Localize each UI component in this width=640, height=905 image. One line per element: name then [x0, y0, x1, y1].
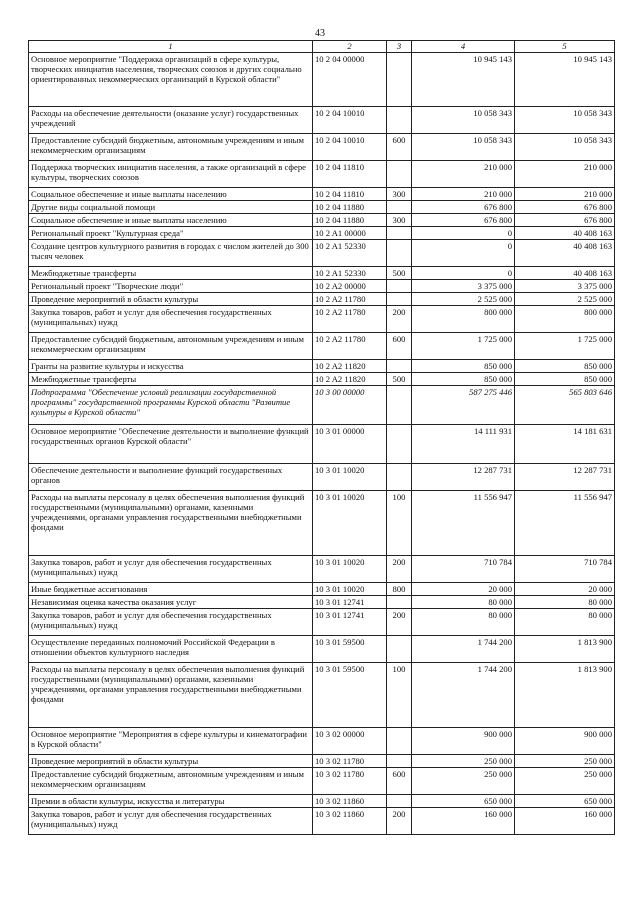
column-number-row — [29, 41, 615, 53]
row-value-2: 10 058 343 — [515, 134, 615, 161]
row-value-1: 20 000 — [412, 583, 515, 596]
row-name: Региональный проект "Культурная среда" — [29, 227, 313, 240]
row-value-2: 80 000 — [515, 609, 615, 636]
table-row — [29, 583, 615, 596]
row-value-1: 587 275 446 — [412, 386, 515, 425]
row-name: Обеспечение деятельности и выполнение функций государственных органов — [29, 464, 313, 491]
row-type — [387, 755, 412, 768]
row-name: Основное мероприятие "Поддержка организаций в сфере культуры, творческих инициатив населения, творческих союзов и других социально ориентированных некоммерческих организаций в Курской области" — [29, 53, 313, 107]
table-row — [29, 201, 615, 214]
column-number: 3 — [387, 41, 412, 53]
row-value-2: 11 556 947 — [515, 491, 615, 556]
table-row — [29, 134, 615, 161]
table-row — [29, 609, 615, 636]
row-type: 500 — [387, 267, 412, 280]
row-name: Предоставление субсидий бюджетным, автономным учреждениям и иным некоммерческим организациям — [29, 134, 313, 161]
row-type: 100 — [387, 491, 412, 556]
table-row — [29, 306, 615, 333]
row-value-2: 850 000 — [515, 373, 615, 386]
row-code: 10 2 A1 00000 — [313, 227, 387, 240]
row-value-1: 10 058 343 — [412, 107, 515, 134]
row-value-2: 10 945 143 — [515, 53, 615, 107]
row-name: Закупка товаров, работ и услуг для обеспечения государственных (муниципальных) нужд — [29, 556, 313, 583]
column-number: 2 — [313, 41, 387, 53]
table-row — [29, 425, 615, 464]
row-value-1: 710 784 — [412, 556, 515, 583]
row-value-1: 14 111 931 — [412, 425, 515, 464]
row-type — [387, 280, 412, 293]
table-row — [29, 161, 615, 188]
table-row — [29, 107, 615, 134]
table-row — [29, 267, 615, 280]
row-value-1: 210 000 — [412, 161, 515, 188]
row-value-2: 40 408 163 — [515, 227, 615, 240]
column-number: 4 — [412, 41, 515, 53]
row-value-2: 2 525 000 — [515, 293, 615, 306]
table-row — [29, 768, 615, 795]
row-name: Премии в области культуры, искусства и литературы — [29, 795, 313, 808]
table-row — [29, 808, 615, 835]
table-row — [29, 214, 615, 227]
row-type — [387, 360, 412, 373]
row-value-2: 40 408 163 — [515, 267, 615, 280]
row-value-2: 10 058 343 — [515, 107, 615, 134]
table-row — [29, 227, 615, 240]
row-value-2: 250 000 — [515, 768, 615, 795]
table-row — [29, 240, 615, 267]
row-value-1: 900 000 — [412, 728, 515, 755]
table-row — [29, 280, 615, 293]
row-code: 10 2 A2 11820 — [313, 373, 387, 386]
row-name: Подпрограмма "Обеспечение условий реализации государственной программы" государственной программы Курской области "Развитие культуры в Курской области" — [29, 386, 313, 425]
row-value-1: 3 375 000 — [412, 280, 515, 293]
row-value-2: 3 375 000 — [515, 280, 615, 293]
row-value-2: 20 000 — [515, 583, 615, 596]
row-value-2: 80 000 — [515, 596, 615, 609]
row-value-1: 80 000 — [412, 596, 515, 609]
row-type: 600 — [387, 333, 412, 360]
row-value-1: 800 000 — [412, 306, 515, 333]
row-type: 300 — [387, 214, 412, 227]
row-type: 600 — [387, 134, 412, 161]
row-value-1: 2 525 000 — [412, 293, 515, 306]
table-row — [29, 663, 615, 728]
row-name: Расходы на выплаты персоналу в целях обеспечения выполнения функций государственными (муниципальными) органами, казенными учреждениями, органами управления государственными внебюджетными фондами — [29, 491, 313, 556]
row-name: Другие виды социальной помощи — [29, 201, 313, 214]
row-value-2: 1 813 900 — [515, 663, 615, 728]
table-row — [29, 188, 615, 201]
row-code: 10 2 A2 11820 — [313, 360, 387, 373]
row-name: Региональный проект "Творческие люди" — [29, 280, 313, 293]
row-value-1: 850 000 — [412, 373, 515, 386]
row-type — [387, 386, 412, 425]
row-type: 800 — [387, 583, 412, 596]
row-value-2: 210 000 — [515, 161, 615, 188]
row-code: 10 3 02 11780 — [313, 755, 387, 768]
row-code: 10 3 01 10020 — [313, 583, 387, 596]
row-name: Поддержка творческих инициатив населения, а также организаций в сфере культуры, творческих союзов — [29, 161, 313, 188]
table-row — [29, 636, 615, 663]
row-value-1: 1 744 200 — [412, 663, 515, 728]
row-type — [387, 161, 412, 188]
row-value-2: 676 800 — [515, 214, 615, 227]
row-type — [387, 240, 412, 267]
row-value-2: 1 725 000 — [515, 333, 615, 360]
row-value-2: 1 813 900 — [515, 636, 615, 663]
table-row — [29, 596, 615, 609]
column-number: 1 — [29, 41, 313, 53]
row-value-1: 10 058 343 — [412, 134, 515, 161]
row-code: 10 2 A1 52330 — [313, 240, 387, 267]
row-value-2: 676 800 — [515, 201, 615, 214]
row-code: 10 2 04 11810 — [313, 188, 387, 201]
row-type — [387, 293, 412, 306]
row-code: 10 3 00 00000 — [313, 386, 387, 425]
row-type: 200 — [387, 556, 412, 583]
row-value-2: 160 000 — [515, 808, 615, 835]
row-code: 10 3 01 10020 — [313, 491, 387, 556]
row-code: 10 2 04 00000 — [313, 53, 387, 107]
row-name: Закупка товаров, работ и услуг для обеспечения государственных (муниципальных) нужд — [29, 609, 313, 636]
row-name: Социальное обеспечение и иные выплаты населению — [29, 214, 313, 227]
row-type — [387, 464, 412, 491]
row-code: 10 2 A1 52330 — [313, 267, 387, 280]
row-type — [387, 107, 412, 134]
row-value-1: 676 800 — [412, 214, 515, 227]
row-value-2: 250 000 — [515, 755, 615, 768]
row-value-1: 650 000 — [412, 795, 515, 808]
row-code: 10 3 02 11860 — [313, 795, 387, 808]
table-row — [29, 755, 615, 768]
row-type — [387, 636, 412, 663]
row-code: 10 2 04 10010 — [313, 107, 387, 134]
row-name: Межбюджетные трансферты — [29, 267, 313, 280]
row-name: Основное мероприятие "Обеспечение деятельности и выполнение функций государственных органов Курской области" — [29, 425, 313, 464]
row-value-1: 676 800 — [412, 201, 515, 214]
row-code: 10 3 02 11860 — [313, 808, 387, 835]
row-type: 200 — [387, 808, 412, 835]
row-name: Закупка товаров, работ и услуг для обеспечения государственных (муниципальных) нужд — [29, 808, 313, 835]
table-row — [29, 491, 615, 556]
row-name: Иные бюджетные ассигнования — [29, 583, 313, 596]
table-row — [29, 333, 615, 360]
row-value-1: 210 000 — [412, 188, 515, 201]
table-row — [29, 293, 615, 306]
row-code: 10 2 04 10010 — [313, 134, 387, 161]
row-name: Предоставление субсидий бюджетным, автономным учреждениям и иным некоммерческим организациям — [29, 333, 313, 360]
row-type: 300 — [387, 188, 412, 201]
row-value-1: 250 000 — [412, 768, 515, 795]
row-name: Межбюджетные трансферты — [29, 373, 313, 386]
row-code: 10 3 01 10020 — [313, 464, 387, 491]
row-code: 10 3 01 59500 — [313, 636, 387, 663]
row-name: Предоставление субсидий бюджетным, автономным учреждениям и иным некоммерческим организациям — [29, 768, 313, 795]
row-code: 10 2 A2 11780 — [313, 293, 387, 306]
row-name: Проведение мероприятий в области культуры — [29, 755, 313, 768]
row-value-1: 0 — [412, 227, 515, 240]
table-row — [29, 556, 615, 583]
row-value-1: 1 744 200 — [412, 636, 515, 663]
row-value-1: 80 000 — [412, 609, 515, 636]
row-value-1: 11 556 947 — [412, 491, 515, 556]
row-value-1: 0 — [412, 267, 515, 280]
row-name: Расходы на обеспечение деятельности (оказание услуг) государственных учреждений — [29, 107, 313, 134]
row-type — [387, 53, 412, 107]
row-value-1: 850 000 — [412, 360, 515, 373]
row-value-2: 800 000 — [515, 306, 615, 333]
row-code: 10 2 04 11810 — [313, 161, 387, 188]
row-code: 10 2 A2 11780 — [313, 306, 387, 333]
row-value-2: 565 803 646 — [515, 386, 615, 425]
table-row — [29, 360, 615, 373]
row-code: 10 3 02 11780 — [313, 768, 387, 795]
row-code: 10 3 01 12741 — [313, 609, 387, 636]
table-row — [29, 728, 615, 755]
row-value-2: 900 000 — [515, 728, 615, 755]
row-name: Расходы на выплаты персоналу в целях обеспечения выполнения функций государственными (муниципальными) органами, казенными учреждениями, органами управления государственными внебюджетными фондами — [29, 663, 313, 728]
row-value-2: 710 784 — [515, 556, 615, 583]
row-value-1: 160 000 — [412, 808, 515, 835]
row-type: 200 — [387, 306, 412, 333]
row-name: Проведение мероприятий в области культуры — [29, 293, 313, 306]
row-type — [387, 201, 412, 214]
budget-table — [28, 40, 615, 835]
budget-table-body — [29, 41, 615, 835]
row-type — [387, 728, 412, 755]
row-value-2: 40 408 163 — [515, 240, 615, 267]
row-value-2: 14 181 631 — [515, 425, 615, 464]
row-code: 10 3 01 10020 — [313, 556, 387, 583]
row-name: Создание центров культурного развития в городах с числом жителей до 300 тысяч человек — [29, 240, 313, 267]
row-type — [387, 425, 412, 464]
row-code: 10 3 02 00000 — [313, 728, 387, 755]
row-code: 10 3 01 00000 — [313, 425, 387, 464]
row-type: 100 — [387, 663, 412, 728]
table-row — [29, 53, 615, 107]
row-value-1: 250 000 — [412, 755, 515, 768]
row-name: Закупка товаров, работ и услуг для обеспечения государственных (муниципальных) нужд — [29, 306, 313, 333]
row-value-2: 850 000 — [515, 360, 615, 373]
row-code: 10 2 04 11880 — [313, 201, 387, 214]
row-value-1: 12 287 731 — [412, 464, 515, 491]
row-type: 200 — [387, 609, 412, 636]
row-value-1: 1 725 000 — [412, 333, 515, 360]
row-type — [387, 795, 412, 808]
row-code: 10 2 A2 00000 — [313, 280, 387, 293]
row-value-2: 650 000 — [515, 795, 615, 808]
row-name: Гранты на развитие культуры и искусства — [29, 360, 313, 373]
row-code: 10 3 01 59500 — [313, 663, 387, 728]
column-number: 5 — [515, 41, 615, 53]
row-value-1: 10 945 143 — [412, 53, 515, 107]
row-type: 500 — [387, 373, 412, 386]
table-row — [29, 373, 615, 386]
row-name: Осуществление переданных полномочий Российской Федерации в отношении объектов культурного наследия — [29, 636, 313, 663]
table-row — [29, 386, 615, 425]
row-value-1: 0 — [412, 240, 515, 267]
row-type — [387, 227, 412, 240]
row-type: 600 — [387, 768, 412, 795]
row-value-2: 12 287 731 — [515, 464, 615, 491]
row-code: 10 2 A2 11780 — [313, 333, 387, 360]
row-code: 10 3 01 12741 — [313, 596, 387, 609]
table-row — [29, 464, 615, 491]
row-code: 10 2 04 11880 — [313, 214, 387, 227]
row-type — [387, 596, 412, 609]
page-number: 43 — [315, 28, 325, 39]
row-name: Социальное обеспечение и иные выплаты населению — [29, 188, 313, 201]
row-value-2: 210 000 — [515, 188, 615, 201]
row-name: Основное мероприятие "Мероприятия в сфере культуры и кинематографии в Курской области" — [29, 728, 313, 755]
row-name: Независимая оценка качества оказания услуг — [29, 596, 313, 609]
table-row — [29, 795, 615, 808]
